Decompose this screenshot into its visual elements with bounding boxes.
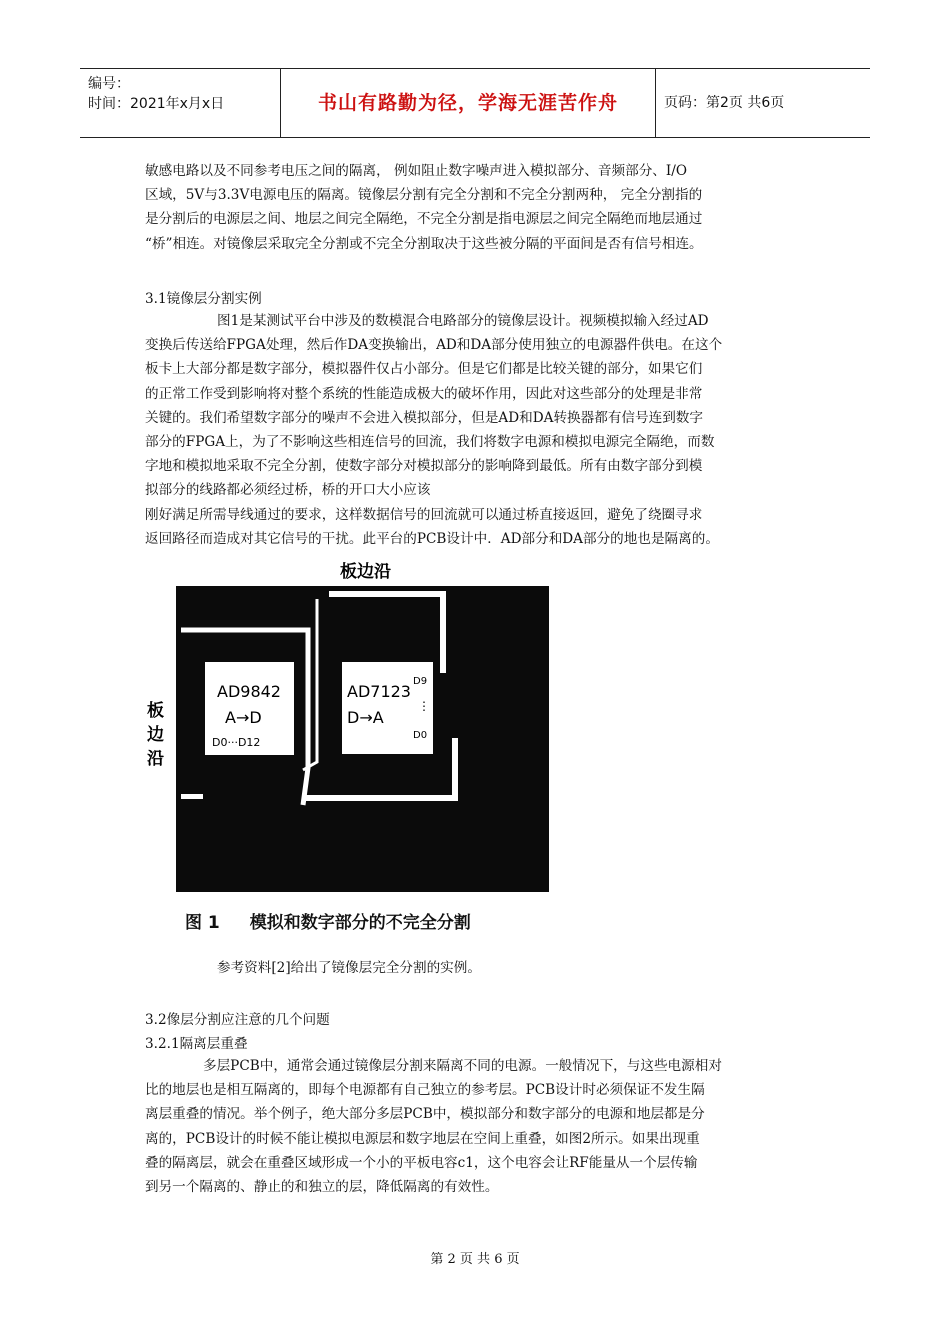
chip2-function: D→A	[347, 708, 384, 727]
board-edge-side-label-2: 边	[147, 725, 164, 745]
text-line: 叠的隔离层，就会在重叠区域形成一个小的平板电容c1，这个电容会让RF能量从一个层传输	[145, 1154, 698, 1171]
figure-1-diagram	[145, 560, 565, 940]
board-edge-side-label-3: 沿	[147, 749, 164, 769]
reference-line: 参考资料[2]给出了镜像层完全分割的实例。	[217, 960, 481, 976]
text-line: 比的地层也是相互隔离的，即每个电源都有自己独立的参考层。PCB设计时必须保证不发生隔	[145, 1082, 705, 1099]
board-edge-top-label: 板边沿	[340, 562, 391, 582]
text-line: 区域，5V与3.3V电源电压的隔离。镜像层分割有完全分割和不完全分割两种， 完全分割指的	[145, 187, 703, 204]
text-line: 返回路径而造成对其它信号的干扰。此平台的PCB设计中．AD部分和DA部分的地也是隔离的。	[145, 530, 719, 547]
text-line: 图1是某测试平台中涉及的数模混合电路部分的镜像层设计。视频模拟输入经过AD	[217, 313, 709, 329]
chip2-pin-bottom: D0	[413, 730, 428, 741]
text-line: “桥”相连。对镜像层采取完全分割或不完全分割取决于这些被分隔的平面间是否有信号相连。	[145, 235, 703, 252]
example-paragraph	[145, 309, 813, 551]
figure-caption	[185, 908, 471, 933]
page-footer: 第 2 页 共 6 页	[430, 1252, 520, 1267]
chip2-pin-top: D9	[413, 676, 428, 687]
page-header	[80, 68, 870, 138]
text-line: 部分的FPGA上，为了不影响这些相连信号的回流，我们将数字电源和模拟电源完全隔绝，而数	[145, 434, 715, 451]
chip1-name: AD9842	[217, 682, 281, 701]
text-line: 变换后传送给FPGA处理，然后作DA变换输出，AD和DA部分使用独立的电源器件供电。在这个	[145, 337, 723, 354]
chip1-pins: D0···D12	[212, 736, 261, 749]
text-line: 拟部分的线路都必须经过桥，桥的开口大小应该	[145, 482, 431, 499]
text-line: 关键的。我们希望数字部分的噪声不会进入模拟部分，但是AD和DA转换器都有信号连到数字	[145, 409, 703, 426]
text-line: 到另一个隔离的、静止的和独立的层，降低隔离的有效性。	[145, 1179, 499, 1196]
text-line: 刚好满足所需导线通过的要求，这样数据信号的回流就可以通过桥直接返回，避免了绕圈寻求	[145, 506, 703, 523]
section-heading-3-2-1: 3.2.1隔离层重叠	[145, 1036, 248, 1052]
text-line: 敏感电路以及不同参考电压之间的隔离， 例如阻止数字噪声进入模拟部分、音频部分、I/O	[145, 163, 687, 179]
chip1-function: A→D	[225, 708, 262, 727]
board-edge-side-label-1: 板	[147, 701, 164, 721]
section-heading-3-2: 3.2像层分割应注意的几个问题	[145, 1012, 330, 1028]
text-line: 是分割后的电源层之间、地层之间完全隔绝，不完全分割是指电源层之间完全隔绝而地层通过	[145, 211, 703, 228]
text-line: 多层PCB中，通常会通过镜像层分割来隔离不同的电源。一般情况下，与这些电源相对	[203, 1058, 722, 1074]
text-line: 的正常工作受到影响将对整个系统的性能造成极大的破坏作用，因此对这些部分的处理是非常	[145, 385, 703, 402]
chip2-pin-ellipsis: ⋮	[418, 699, 430, 713]
text-line: 字地和模拟地采取不完全分割，使数字部分对模拟部分的影响降到最低。所有由数字部分到模	[145, 458, 703, 475]
split-gap-stub	[181, 794, 203, 799]
page-indicator: 页码：第2页 共6页	[664, 95, 785, 111]
intro-paragraph	[145, 159, 813, 256]
chip2-name: AD7123	[347, 682, 411, 701]
number-label: 编号：	[88, 76, 130, 92]
figure-caption-text: 模拟和数字部分的不完全分割	[249, 913, 471, 933]
section-heading-3-1: 3.1镜像层分割实例	[145, 291, 262, 307]
time-label: 时间：2021年x月x日	[88, 96, 225, 112]
text-line: 板卡上大部分都是数字部分，模拟器件仅占小部分。但是它们都是比较关键的部分，如果它们	[145, 361, 703, 378]
text-line: 离层重叠的情况。举个例子，绝大部分多层PCB中，模拟部分和数字部分的电源和地层都是分	[145, 1106, 705, 1123]
text-line: 离的，PCB设计的时候不能让模拟电源层和数字地层在空间上重叠，如图2所示。如果出现重	[145, 1130, 700, 1147]
header-meta	[80, 69, 281, 137]
header-motto: 书山有路勤为径，学海无涯苦作舟	[281, 69, 656, 137]
overlap-paragraph	[145, 1054, 813, 1199]
figure-number: 图 1	[185, 913, 220, 933]
